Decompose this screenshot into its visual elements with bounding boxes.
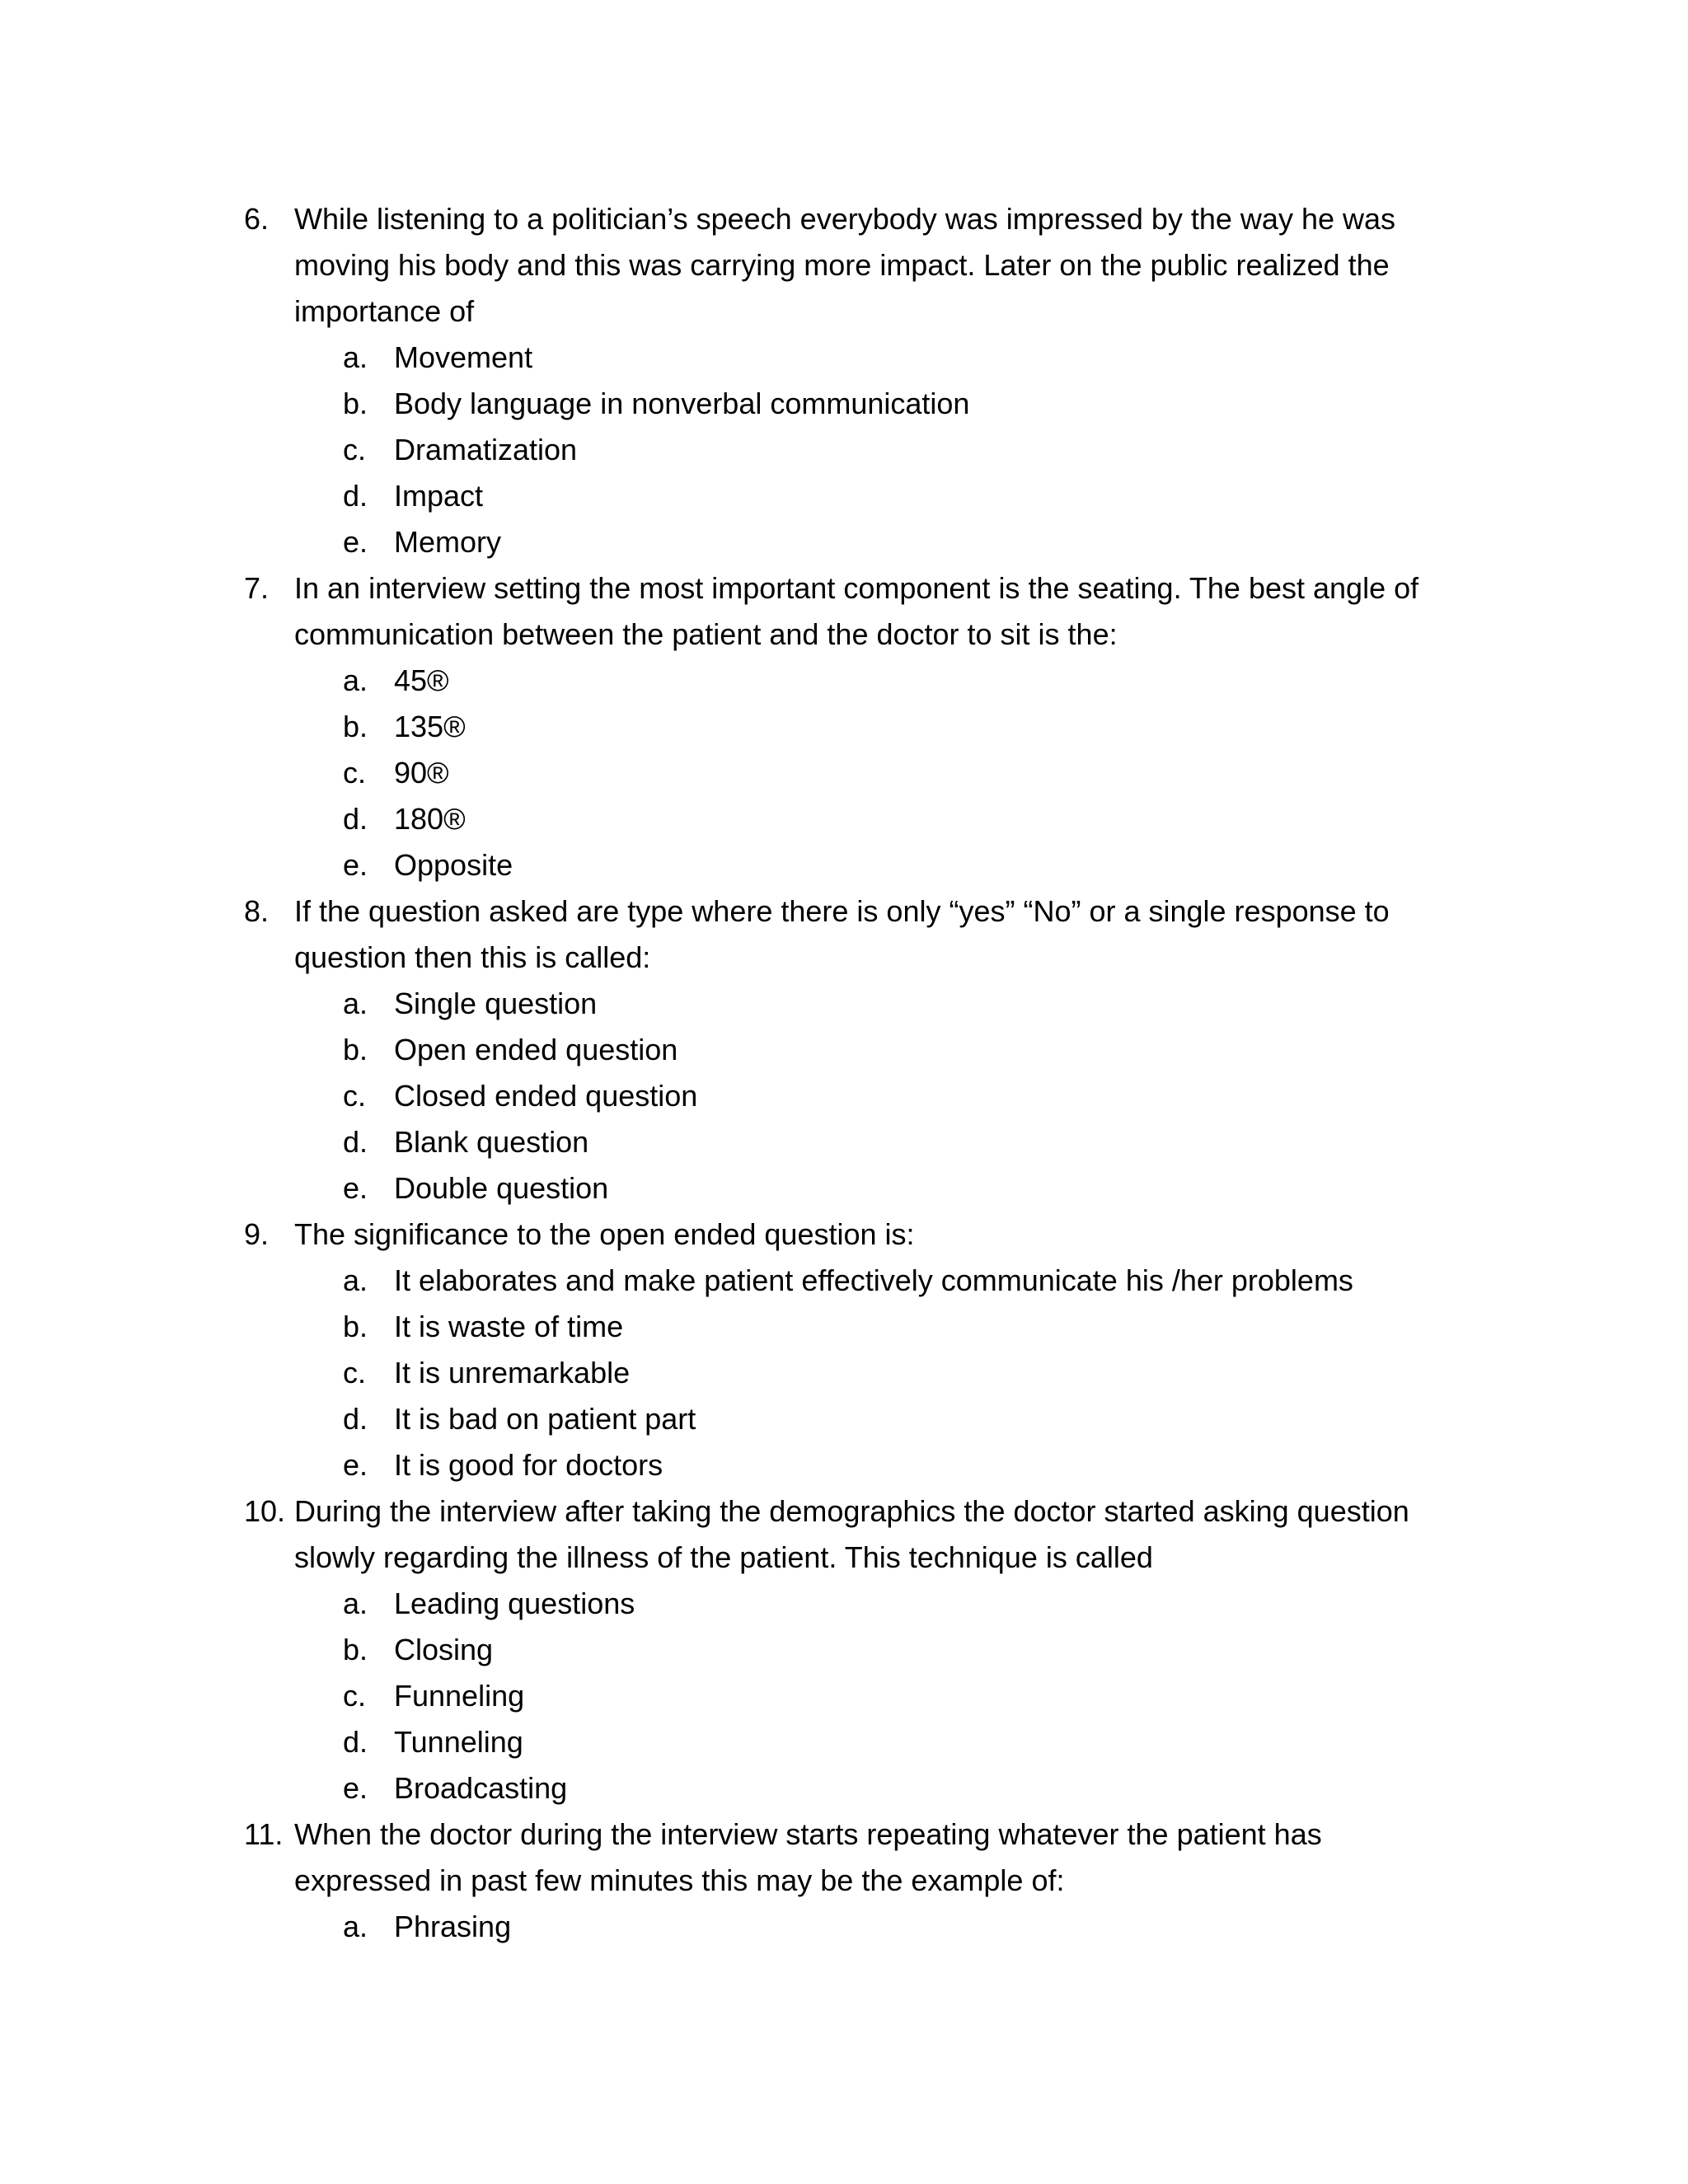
option-d <box>244 473 1464 519</box>
option-text: Impact <box>394 479 484 513</box>
option-c <box>244 1350 1464 1396</box>
option-letter: a. <box>343 663 368 697</box>
option-text: It is waste of time <box>394 1310 624 1343</box>
option-a <box>244 1904 1464 1950</box>
option-letter: b. <box>343 1033 368 1066</box>
question-stem <box>244 1488 1464 1581</box>
question-text: The significance to the open ended question is: <box>294 1217 915 1251</box>
question-text: During the interview after taking the demographics the doctor started asking question slowly regarding the illness of the patient. This technique is called <box>294 1494 1409 1574</box>
option-text: Broadcasting <box>394 1771 568 1805</box>
option-text: Memory <box>394 525 502 559</box>
option-letter: c. <box>343 756 367 790</box>
option-letter: e. <box>343 1771 368 1805</box>
option-e <box>244 519 1464 565</box>
option-e <box>244 1765 1464 1811</box>
option-letter: a. <box>343 340 368 374</box>
option-text: 90® <box>394 756 449 790</box>
option-c <box>244 1673 1464 1719</box>
question-text: When the doctor during the interview starts repeating whatever the patient has expressed in past few minutes this may be the example of: <box>294 1817 1322 1897</box>
option-e <box>244 1165 1464 1212</box>
option-letter: e. <box>343 525 368 559</box>
option-text: It is good for doctors <box>394 1448 663 1482</box>
option-text: Blank question <box>394 1125 589 1159</box>
option-letter: a. <box>343 1910 368 1943</box>
option-list <box>244 1581 1464 1811</box>
question-stem <box>244 196 1464 335</box>
question-6 <box>244 196 1464 565</box>
option-text: Opposite <box>394 848 513 882</box>
option-text: Single question <box>394 987 598 1020</box>
option-a <box>244 981 1464 1027</box>
option-b <box>244 381 1464 427</box>
option-a <box>244 1581 1464 1627</box>
option-text: It is unremarkable <box>394 1356 631 1390</box>
option-letter: e. <box>343 1171 368 1205</box>
option-c <box>244 750 1464 796</box>
question-number: 10. <box>244 1494 286 1528</box>
option-letter: c. <box>343 433 367 466</box>
option-text: Closing <box>394 1633 494 1666</box>
option-c <box>244 1073 1464 1119</box>
option-letter: c. <box>343 1679 367 1713</box>
question-text: While listening to a politician’s speech everybody was impressed by the way he was moving his body and this was carrying more impact. Later on the public realized the importance of <box>294 202 1396 328</box>
option-letter: d. <box>343 1125 368 1159</box>
option-a <box>244 658 1464 704</box>
question-10 <box>244 1488 1464 1811</box>
question-7 <box>244 565 1464 888</box>
option-b <box>244 1627 1464 1673</box>
question-stem <box>244 1212 1464 1258</box>
option-text: 180® <box>394 802 466 836</box>
option-e <box>244 842 1464 888</box>
option-list <box>244 335 1464 565</box>
question-stem <box>244 565 1464 658</box>
question-text: In an interview setting the most important component is the seating. The best angle of communication between the patient and the doctor to sit is the: <box>294 571 1419 651</box>
question-text: If the question asked are type where there is only “yes” “No” or a single response to question then this is called: <box>294 894 1390 974</box>
option-letter: b. <box>343 387 368 420</box>
option-letter: b. <box>343 1310 368 1343</box>
option-text: Movement <box>394 340 533 374</box>
option-d <box>244 796 1464 842</box>
question-number: 9. <box>244 1217 270 1251</box>
question-list <box>244 196 1464 1950</box>
option-text: 135® <box>394 710 466 743</box>
option-text: Body language in nonverbal communication <box>394 387 970 420</box>
option-c <box>244 427 1464 473</box>
question-number: 6. <box>244 202 270 236</box>
option-text: Closed ended question <box>394 1079 698 1113</box>
option-list <box>244 1904 1464 1950</box>
option-text: It is bad on patient part <box>394 1402 696 1436</box>
question-stem <box>244 888 1464 981</box>
option-d <box>244 1396 1464 1442</box>
option-letter: a. <box>343 987 368 1020</box>
option-a <box>244 335 1464 381</box>
option-letter: d. <box>343 1725 368 1759</box>
option-letter: a. <box>343 1586 368 1620</box>
option-letter: e. <box>343 1448 368 1482</box>
option-text: Double question <box>394 1171 609 1205</box>
option-letter: d. <box>343 479 368 513</box>
option-d <box>244 1719 1464 1765</box>
option-e <box>244 1442 1464 1488</box>
option-list <box>244 1258 1464 1488</box>
question-number: 7. <box>244 571 270 605</box>
option-letter: b. <box>343 710 368 743</box>
option-text: Dramatization <box>394 433 578 466</box>
option-d <box>244 1119 1464 1165</box>
option-a <box>244 1258 1464 1304</box>
option-text: It elaborates and make patient effectively communicate his /her problems <box>394 1263 1353 1297</box>
option-letter: c. <box>343 1356 367 1390</box>
option-b <box>244 1027 1464 1073</box>
option-text: Funneling <box>394 1679 525 1713</box>
option-text: Open ended question <box>394 1033 678 1066</box>
question-11 <box>244 1811 1464 1950</box>
option-b <box>244 704 1464 750</box>
question-number: 8. <box>244 894 270 928</box>
question-9 <box>244 1212 1464 1488</box>
option-list <box>244 658 1464 888</box>
option-text: 45® <box>394 663 449 697</box>
option-letter: a. <box>343 1263 368 1297</box>
question-8 <box>244 888 1464 1212</box>
question-stem <box>244 1811 1464 1904</box>
option-list <box>244 981 1464 1212</box>
option-letter: d. <box>343 802 368 836</box>
option-b <box>244 1304 1464 1350</box>
option-text: Phrasing <box>394 1910 512 1943</box>
option-letter: c. <box>343 1079 367 1113</box>
option-text: Tunneling <box>394 1725 523 1759</box>
option-letter: b. <box>343 1633 368 1666</box>
question-number: 11. <box>244 1817 284 1851</box>
option-letter: e. <box>343 848 368 882</box>
option-letter: d. <box>343 1402 368 1436</box>
option-text: Leading questions <box>394 1586 635 1620</box>
